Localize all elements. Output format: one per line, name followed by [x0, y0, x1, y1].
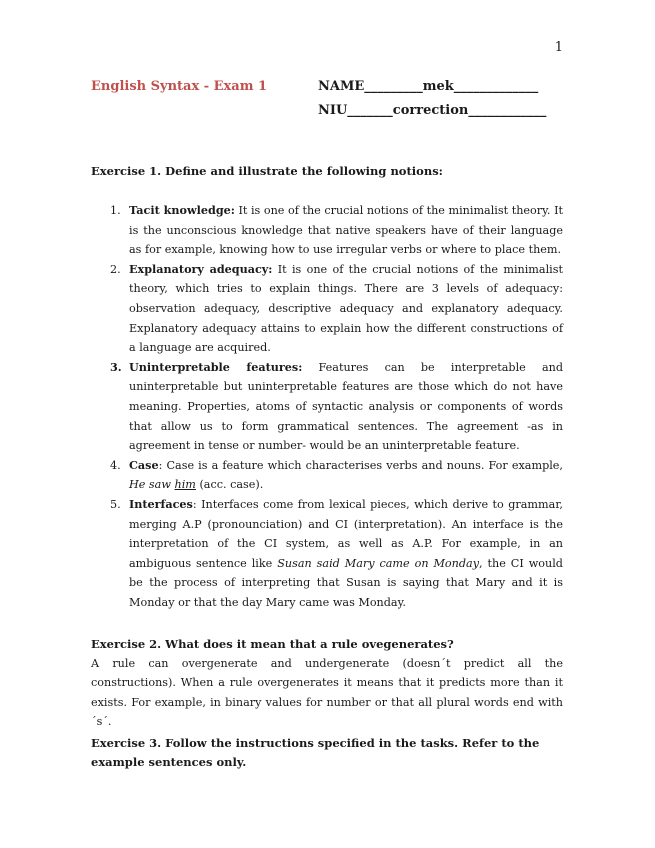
item-definition: Features can be interpretable and uninterpretable but uninterpretable features are those which do not have meaning. Properties, atoms of syntactic analysis or components of words that allow us to form grammatical sentences. The agreement -as in agreement in tense or number- would be an uninterpretable feature.	[129, 360, 563, 453]
item-definition-end: (acc. case).	[195, 478, 264, 492]
page-number: 1	[554, 40, 563, 55]
notions-list	[91, 201, 563, 612]
example-sentence: He saw	[129, 478, 175, 492]
exercise-3-heading: Exercise 3. Follow the instructions specified in the tasks. Refer to the example sentences only.	[91, 736, 540, 769]
niu-field: NIU_______correction____________	[318, 103, 547, 118]
item-number: 5.	[110, 497, 121, 511]
exercise-2-label: Exercise 2	[91, 637, 158, 651]
exercise-2-heading	[91, 635, 564, 654]
item-term: Interfaces	[129, 496, 193, 511]
list-item-interfaces	[91, 495, 563, 613]
item-definition: : Case is a feature which characterises verbs and nouns. For example,	[158, 458, 563, 472]
exercise-2-question: . What does it mean that a rule ovegenerates?	[157, 637, 454, 651]
example-underlined-word: him	[174, 478, 196, 492]
list-item-explanatory-adequacy	[91, 260, 563, 358]
list-item-case	[91, 456, 563, 495]
exercise-1-heading: Exercise 1. Define and illustrate the following notions:	[91, 164, 443, 178]
item-definition: It is one of the crucial notions of the minimalist theory. It is the unconscious knowledge that native speakers have of their language as for example, knowing how to use irregular verbs or where to place them.	[129, 204, 563, 257]
item-term: Explanatory adequacy:	[129, 261, 273, 276]
item-term: Case	[129, 457, 159, 472]
list-item-uninterpretable-features	[91, 358, 563, 456]
course-title: English Syntax - Exam 1	[91, 79, 268, 94]
item-number: 3.	[110, 359, 122, 374]
item-number: 4.	[110, 458, 121, 472]
item-definition: It is one of the crucial notions of the minimalist theory, which tries to explain things. There are 3 levels of adequacy: observation adequacy, descriptive adequacy and explanatory adequacy. Explanatory adequacy attains to explain how the different constructions of a language are acquired.	[129, 262, 563, 355]
list-item-tacit-knowledge	[91, 201, 563, 260]
item-term: Uninterpretable features:	[129, 359, 303, 374]
item-number: 2.	[110, 262, 121, 276]
item-definition: : Interfaces come from lexical pieces, which derive to grammar, merging A.P (pronounciation) and CI (interpretation). An interface is the interpretation of the CI system, as well as A.P. For example, in an ambiguous sentence like	[129, 497, 563, 570]
item-term: Tacit knowledge:	[129, 203, 235, 217]
item-definition-end: , the CI would be the process of interpreting that Susan is saying that Mary and it is Monday or that the day Mary came was Monday.	[129, 556, 563, 609]
example-sentence: Susan said Mary came on Monday	[277, 556, 480, 570]
item-number: 1.	[110, 204, 121, 217]
exercise-2-answer: A rule can overgenerate and undergenerate (doesn´t predict all the constructions). When a rule overgenerates it means that it predicts more than it exists. For example, in binary values for number or that all plural words end with ´s´.	[91, 657, 563, 729]
name-field: NAME_________mek_____________	[318, 79, 539, 94]
